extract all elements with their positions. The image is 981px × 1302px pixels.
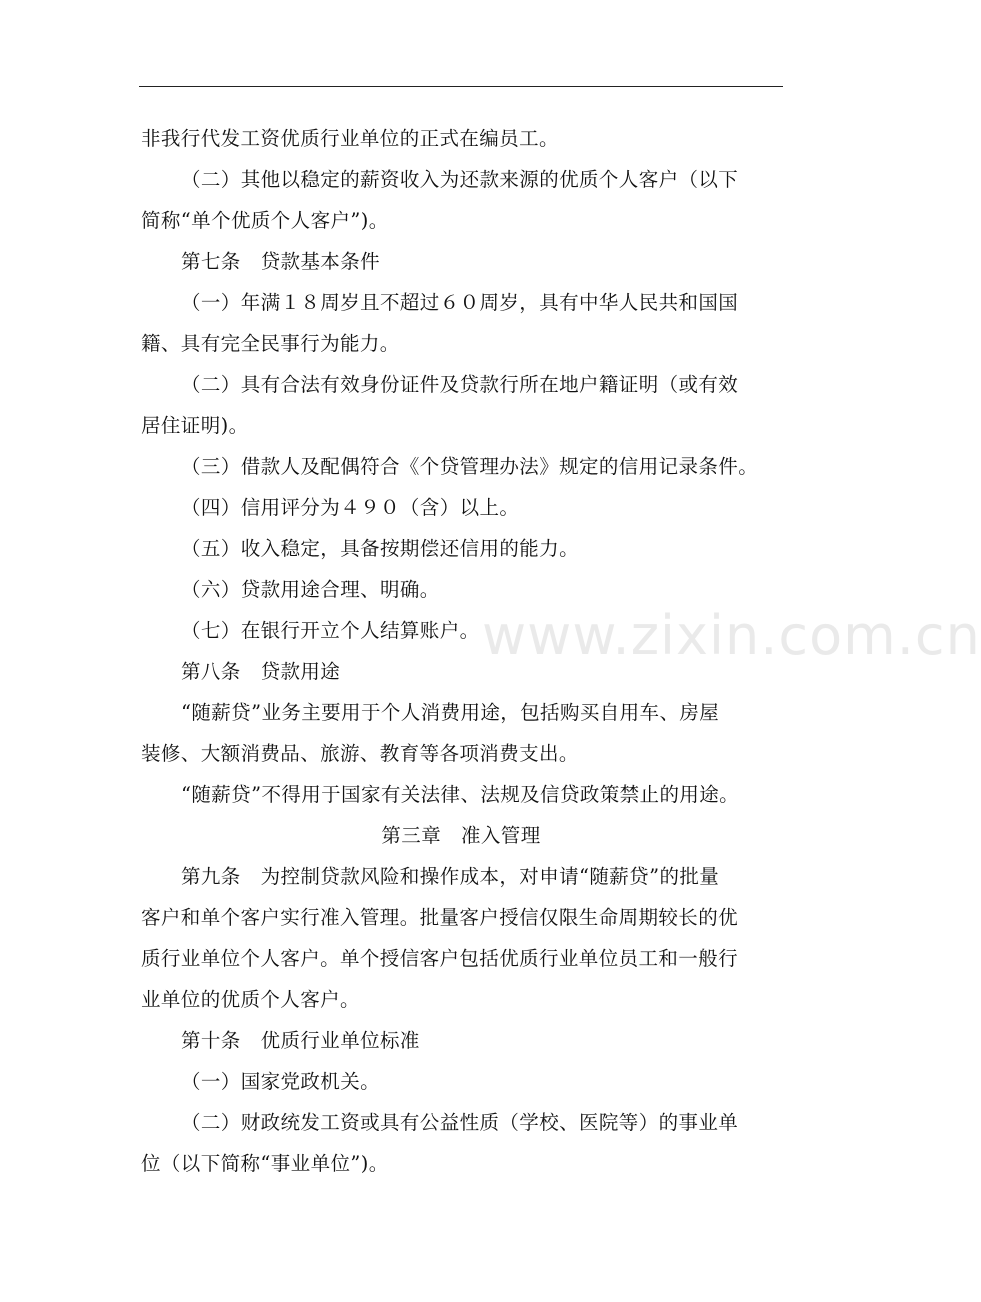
text-line: 质行业单位个人客户。单个授信客户包括优质行业单位员工和一般行 [141, 947, 739, 970]
article-heading: 第十条 优质行业单位标准 [181, 1029, 420, 1052]
article-heading: 第九条 为控制贷款风险和操作成本，对申请“随薪贷”的批量 [181, 865, 720, 888]
text-line: （二）具有合法有效身份证件及贷款行所在地户籍证明（或有效 [181, 373, 739, 396]
text-line: （六）贷款用途合理、明确。 [181, 578, 440, 601]
text-line: “随薪贷”不得用于国家有关法律、法规及信贷政策禁止的用途。 [181, 783, 740, 806]
text-line: 籍、具有完全民事行为能力。 [141, 332, 400, 355]
text-line: （一）年满１８周岁且不超过６０周岁，具有中华人民共和国国 [181, 291, 739, 314]
article-heading: 第七条 贷款基本条件 [181, 250, 381, 273]
text-line: （五）收入稳定，具备按期偿还信用的能力。 [181, 537, 580, 560]
text-line: （七）在银行开立个人结算账户。 [181, 619, 480, 642]
text-line: 位（以下简称“事业单位”)。 [141, 1152, 389, 1175]
article-heading: 第八条 贷款用途 [181, 660, 341, 683]
text-line: 简称“单个优质个人客户”)。 [141, 209, 389, 232]
text-line: （四）信用评分为４９０（含）以上。 [181, 496, 520, 519]
document-body [141, 118, 781, 1184]
text-line: 业单位的优质个人客户。 [141, 988, 360, 1011]
header-rule [139, 86, 783, 87]
text-line: （二）其他以稳定的薪资收入为还款来源的优质个人客户（以下 [181, 168, 739, 191]
text-line: 居住证明)。 [141, 414, 249, 437]
text-line: 客户和单个客户实行准入管理。批量客户授信仅限生命周期较长的优 [141, 906, 739, 929]
text-line: （三）借款人及配偶符合《个贷管理办法》规定的信用记录条件。 [181, 455, 759, 478]
chapter-heading: 第三章 准入管理 [381, 824, 541, 847]
text-line: “随薪贷”业务主要用于个人消费用途，包括购买自用车、房屋 [181, 701, 720, 724]
text-line: 装修、大额消费品、旅游、教育等各项消费支出。 [141, 742, 579, 765]
watermark: www.zixin.com.cn [482, 604, 981, 667]
text-line: （一）国家党政机关。 [181, 1070, 381, 1093]
text-line: 非我行代发工资优质行业单位的正式在编员工。 [141, 127, 559, 150]
text-line: （二）财政统发工资或具有公益性质（学校、医院等）的事业单 [181, 1111, 739, 1134]
